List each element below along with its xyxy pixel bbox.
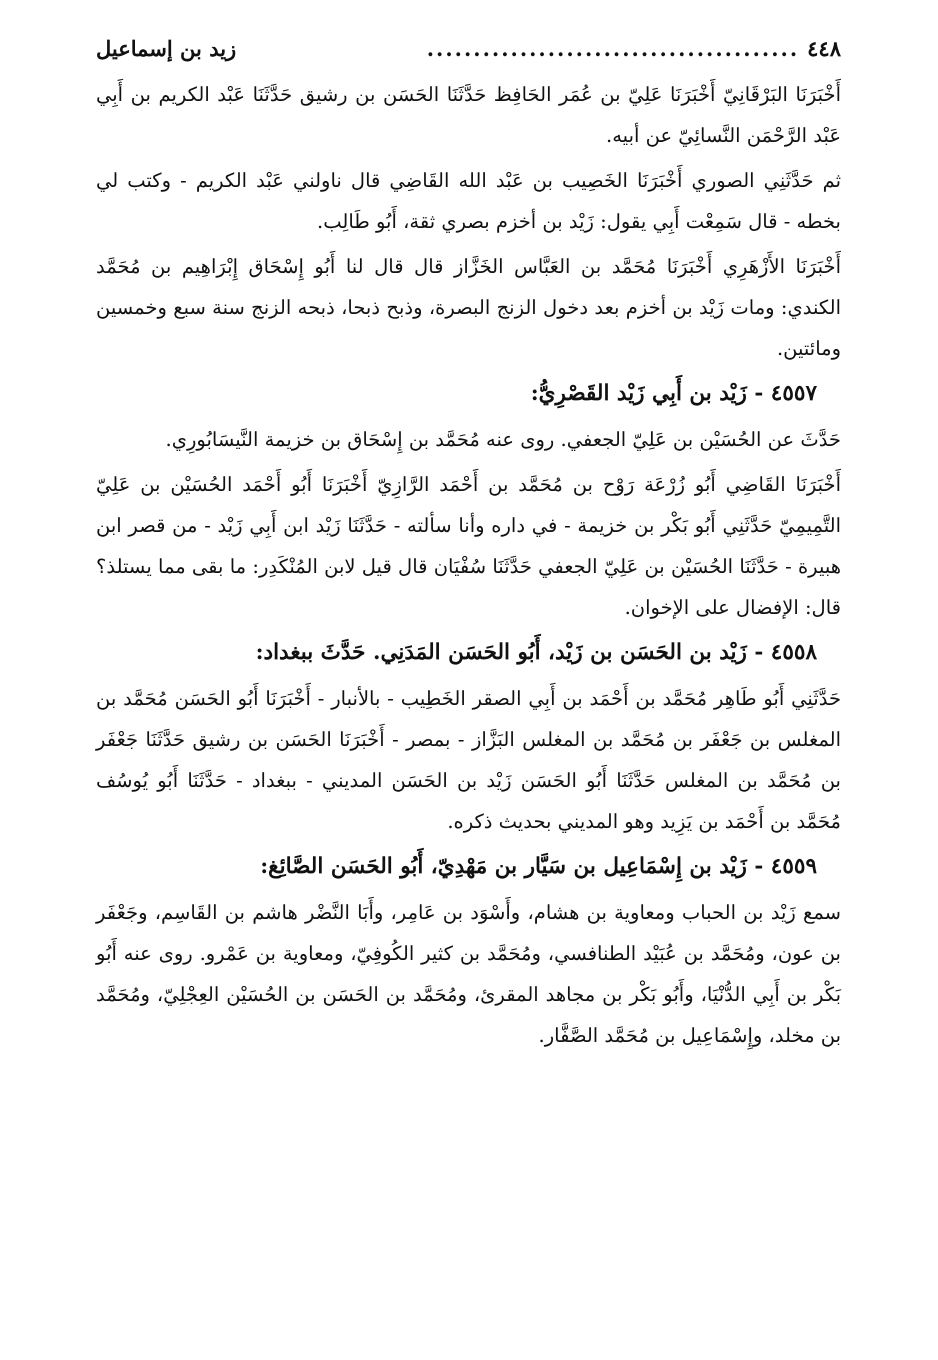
- paragraph: ثم حَدَّثَنِي الصوري أَخْبَرَنَا الخَصِيب بن عَبْد الله القَاضِي قال ناولني عَبْد الكريم - وكتب لي بخطه - قال سَمِعْت أَبِي يقول: زَيْد بن أخزم بصري ثقة، أَبُو طَالِب.: [96, 169, 841, 233]
- page-number: ٤٤٨: [807, 36, 841, 61]
- running-header: [96, 34, 841, 64]
- paragraph: حَدَّثَنِي أَبُو طَاهِر مُحَمَّد بن أَحْمَد بن أَبِي الصقر الخَطِيب - بالأنبار - أَخْبَرَنَا أَبُو الحَسَن مُحَمَّد بن المغلس بن جَعْفَر بن مُحَمَّد بن المغلس البَزَّاز - بمصر - أَخْبَرَنَا الحَسَن بن رشيق حَدَّثَنَا جَعْفَر بن مُحَمَّد بن المغلس حَدَّثَنَا أَبُو الحَسَن زَيْد بن الحَسَن المديني - ببغداد - حَدَّثَنَا أَبُو يُوسُف مُحَمَّد بن أَحْمَد بن يَزِيد وهو المديني بحديث ذكره.: [96, 687, 841, 833]
- entry-heading: ٤٥٥٧ - زَيْد بن أَبِي زَيْد القَصْرِيُّ:: [530, 381, 817, 406]
- paragraph: أَخْبَرَنَا الأَزْهَرِي أَخْبَرَنَا مُحَمَّد بن العَبَّاس الخَزَّاز قال قال لنا أَبُو إِسْحَاق إِبْرَاهِيم بن مُحَمَّد الكندي: ومات زَيْد بن أخزم بعد دخول الزنج البصرة، وذبح ذبحا، ذبحه الزنج سنة سبع وخمسين ومائتين.: [96, 255, 841, 360]
- paragraph: أَخْبَرَنَا القَاضِي أَبُو زُرْعَة رَوْح بن مُحَمَّد بن أَحْمَد الرَّازِيّ أَخْبَرَنَا أَبُو أَحْمَد الحُسَيْن بن عَلِيّ التَّمِيمِيّ حَدَّثَنِي أَبُو بَكْر بن خزيمة - في داره وأنا سألته - حَدَّثَنَا زَيْد ابن أَبِي زَيْد - من قصر ابن هبيرة - حَدَّثَنَا الحُسَيْن بن عَلِيّ الجعفي حَدَّثَنَا سُفْيَان قال قيل لابن المُنْكَدِر: ما بقى مما يستلذ؟ قال: الإفضال على الإخوان.: [96, 473, 841, 619]
- entry-heading: ٤٥٥٩ - زَيْد بن إِسْمَاعِيل بن سَيَّار بن مَهْدِيّ، أَبُو الحَسَن الصَّائِغ:: [260, 854, 817, 879]
- paragraph: أَخْبَرَنَا البَرْقَانِيّ أَخْبَرَنَا عَلِيّ بن عُمَر الحَافِظ حَدَّثَنَا الحَسَن بن رشيق حَدَّثَنَا عَبْد الكريم بن أَبِي عَبْد الرَّحْمَن النَّسائِيّ عن أبيه.: [96, 83, 841, 147]
- running-title: زيد بن إسماعيل: [96, 36, 237, 61]
- book-page: [96, 34, 841, 1060]
- entry-heading: ٤٥٥٨ - زَيْد بن الحَسَن بن زَيْد، أَبُو الحَسَن المَدَنِي. حَدَّثَ ببغداد:: [255, 640, 817, 665]
- header-dots: ........................................: [426, 36, 800, 61]
- paragraph: حَدَّثَ عن الحُسَيْن بن عَلِيّ الجعفي. روى عنه مُحَمَّد بن إِسْحَاق بن خزيمة النَّيسَابُورِي.: [165, 428, 841, 451]
- paragraph: سمع زَيْد بن الحباب ومعاوية بن هشام، وأَسْوَد بن عَامِر، وأَبَا النَّضْر هاشم بن القَاسِم، وجَعْفَر بن عون، ومُحَمَّد بن عُبَيْد الطنافسي، ومُحَمَّد بن كثير الكُوفِيّ، ومعاوية بن عَمْرو. روى عنه أَبُو بَكْر بن أَبِي الدُّنْيَا، وأَبُو بَكْر بن مجاهد المقرئ، ومُحَمَّد بن الحَسَن بن الحُسَيْن العِجْلِيّ، ومُحَمَّد بن مخلد، وإِسْمَاعِيل بن مُحَمَّد الصَّفَّار.: [96, 901, 841, 1047]
